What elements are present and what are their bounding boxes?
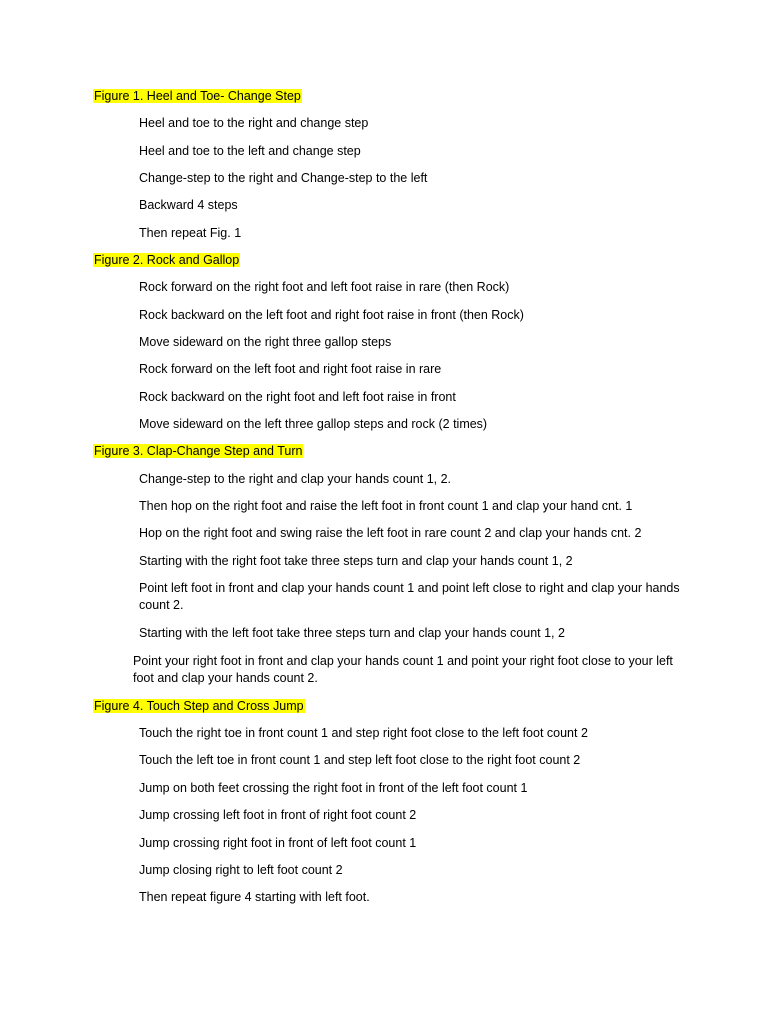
figure-3-step-3: Hop on the right foot and swing raise the left foot in rare count 2 and clap your hands cnt. 2: [139, 526, 642, 540]
figure-3-heading-text: Figure 3. Clap-Change Step and Turn: [94, 444, 303, 458]
figure-3-heading: [93, 443, 303, 459]
figure-1-step-1: Heel and toe to the right and change step: [139, 116, 369, 130]
figure-4-step-6: Jump closing right to left foot count 2: [139, 863, 343, 877]
figure-1-heading: [93, 88, 302, 104]
figure-1-step-3: Change-step to the right and Change-step to the left: [139, 171, 428, 185]
figure-4-step-3: Jump on both feet crossing the right foot in front of the left foot count 1: [139, 781, 528, 795]
figure-1-heading-text: Figure 1. Heel and Toe- Change Step: [94, 89, 301, 103]
figure-2-step-1: Rock forward on the right foot and left foot raise in rare (then Rock): [139, 280, 510, 294]
figure-4-step-4: Jump crossing left foot in front of right foot count 2: [139, 808, 417, 822]
figure-2-step-5: Rock backward on the right foot and left foot raise in front: [139, 390, 456, 404]
figure-3-step-4: Starting with the right foot take three steps turn and clap your hands count 1, 2: [139, 554, 573, 568]
figure-4-step-7: Then repeat figure 4 starting with left foot.: [139, 890, 370, 904]
figure-4-heading: [93, 698, 305, 714]
figure-1-step-2: Heel and toe to the left and change step: [139, 144, 361, 158]
figure-3-step-6: Starting with the left foot take three steps turn and clap your hands count 1, 2: [139, 626, 565, 640]
figure-1-step-4: Backward 4 steps: [139, 198, 238, 212]
figure-2-step-3: Move sideward on the right three gallop steps: [139, 335, 392, 349]
figure-2-step-4: Rock forward on the left foot and right foot raise in rare: [139, 362, 442, 376]
figure-2-heading: [93, 252, 240, 268]
figure-2-step-2: Rock backward on the left foot and right foot raise in front (then Rock): [139, 308, 524, 322]
figure-1-step-5: Then repeat Fig. 1: [139, 226, 242, 240]
figure-2-heading-text: Figure 2. Rock and Gallop: [94, 253, 240, 267]
figure-3-step-5: Point left foot in front and clap your hands count 1 and point left close to right and clap your hands count 2.: [139, 581, 680, 612]
figure-3-step-1: Change-step to the right and clap your hands count 1, 2.: [139, 472, 452, 486]
figure-3-step-2: Then hop on the right foot and raise the left foot in front count 1 and clap your hand cnt. 1: [139, 499, 633, 513]
figure-2-step-6: Move sideward on the left three gallop steps and rock (2 times): [139, 417, 488, 431]
figure-4-step-5: Jump crossing right foot in front of left foot count 1: [139, 836, 417, 850]
figure-4-step-2: Touch the left toe in front count 1 and step left foot close to the right foot count 2: [139, 753, 581, 767]
figure-4-step-1: Touch the right toe in front count 1 and step right foot close to the left foot count 2: [139, 726, 588, 740]
figure-3-step-7: Point your right foot in front and clap your hands count 1 and point your right foot close to your left foot and clap your hands count 2.: [133, 654, 673, 685]
figure-4-heading-text: Figure 4. Touch Step and Cross Jump: [94, 699, 304, 713]
